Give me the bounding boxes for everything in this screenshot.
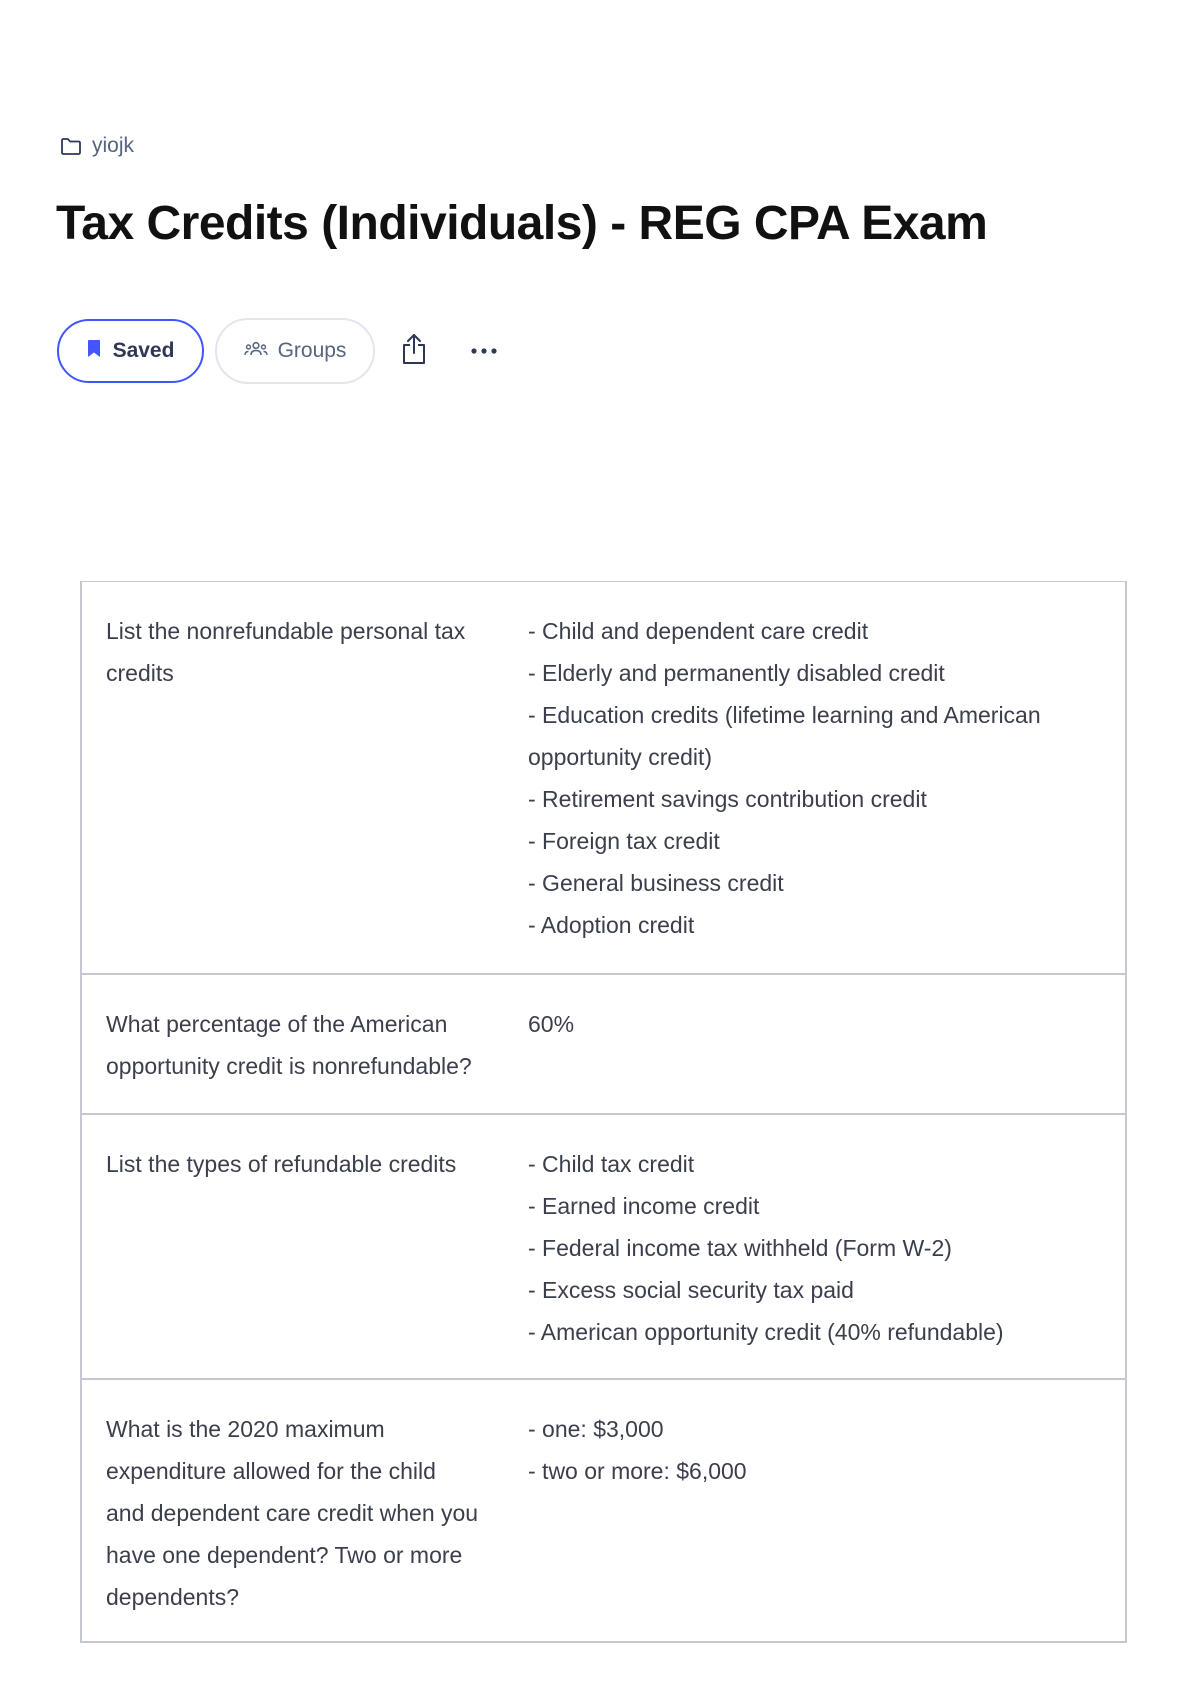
card-row <box>82 582 1125 973</box>
more-options-button[interactable] <box>459 326 509 376</box>
share-button[interactable] <box>389 326 439 376</box>
card-definition: 60% <box>528 1011 575 1037</box>
card-term: List the types of refundable credits <box>106 1151 457 1177</box>
breadcrumb[interactable] <box>60 134 134 158</box>
saved-label: Saved <box>112 339 175 362</box>
groups-button[interactable] <box>215 318 375 384</box>
groups-label: Groups <box>277 339 347 362</box>
card-row <box>82 1113 1125 1378</box>
card-row <box>82 973 1125 1113</box>
card-term: List the nonrefundable personal tax credits <box>106 618 466 686</box>
page-title: Tax Credits (Individuals) - REG CPA Exam <box>56 197 988 250</box>
saved-button[interactable] <box>57 319 204 383</box>
flashcard-table <box>80 581 1127 1643</box>
more-icon <box>470 342 498 360</box>
folder-icon <box>60 137 82 156</box>
card-term: What percentage of the American opportunity credit is nonrefundable? <box>106 1011 472 1079</box>
card-row <box>82 1378 1125 1641</box>
bookmark-icon <box>87 339 101 364</box>
card-definition: - one: $3,000 - two or more: $6,000 <box>528 1416 747 1484</box>
groups-icon <box>244 339 268 363</box>
breadcrumb-folder-name[interactable]: yiojk <box>92 134 135 157</box>
card-definition: - Child and dependent care credit - Elderly and permanently disabled credit - Education credits (lifetime learning and American opportunity credit) - Retirement savings contribution credit - Foreign tax credit - General business credit - Adoption credit <box>528 618 1041 938</box>
action-bar <box>57 318 509 384</box>
card-definition: - Child tax credit - Earned income credit - Federal income tax withheld (Form W-2) - Excess social security tax paid - American opportunity credit (40% refundable) <box>528 1151 1004 1345</box>
card-term: What is the 2020 maximum expenditure allowed for the child and dependent care credit when you have one dependent? Two or more dependents? <box>106 1416 479 1610</box>
share-icon <box>401 333 427 370</box>
